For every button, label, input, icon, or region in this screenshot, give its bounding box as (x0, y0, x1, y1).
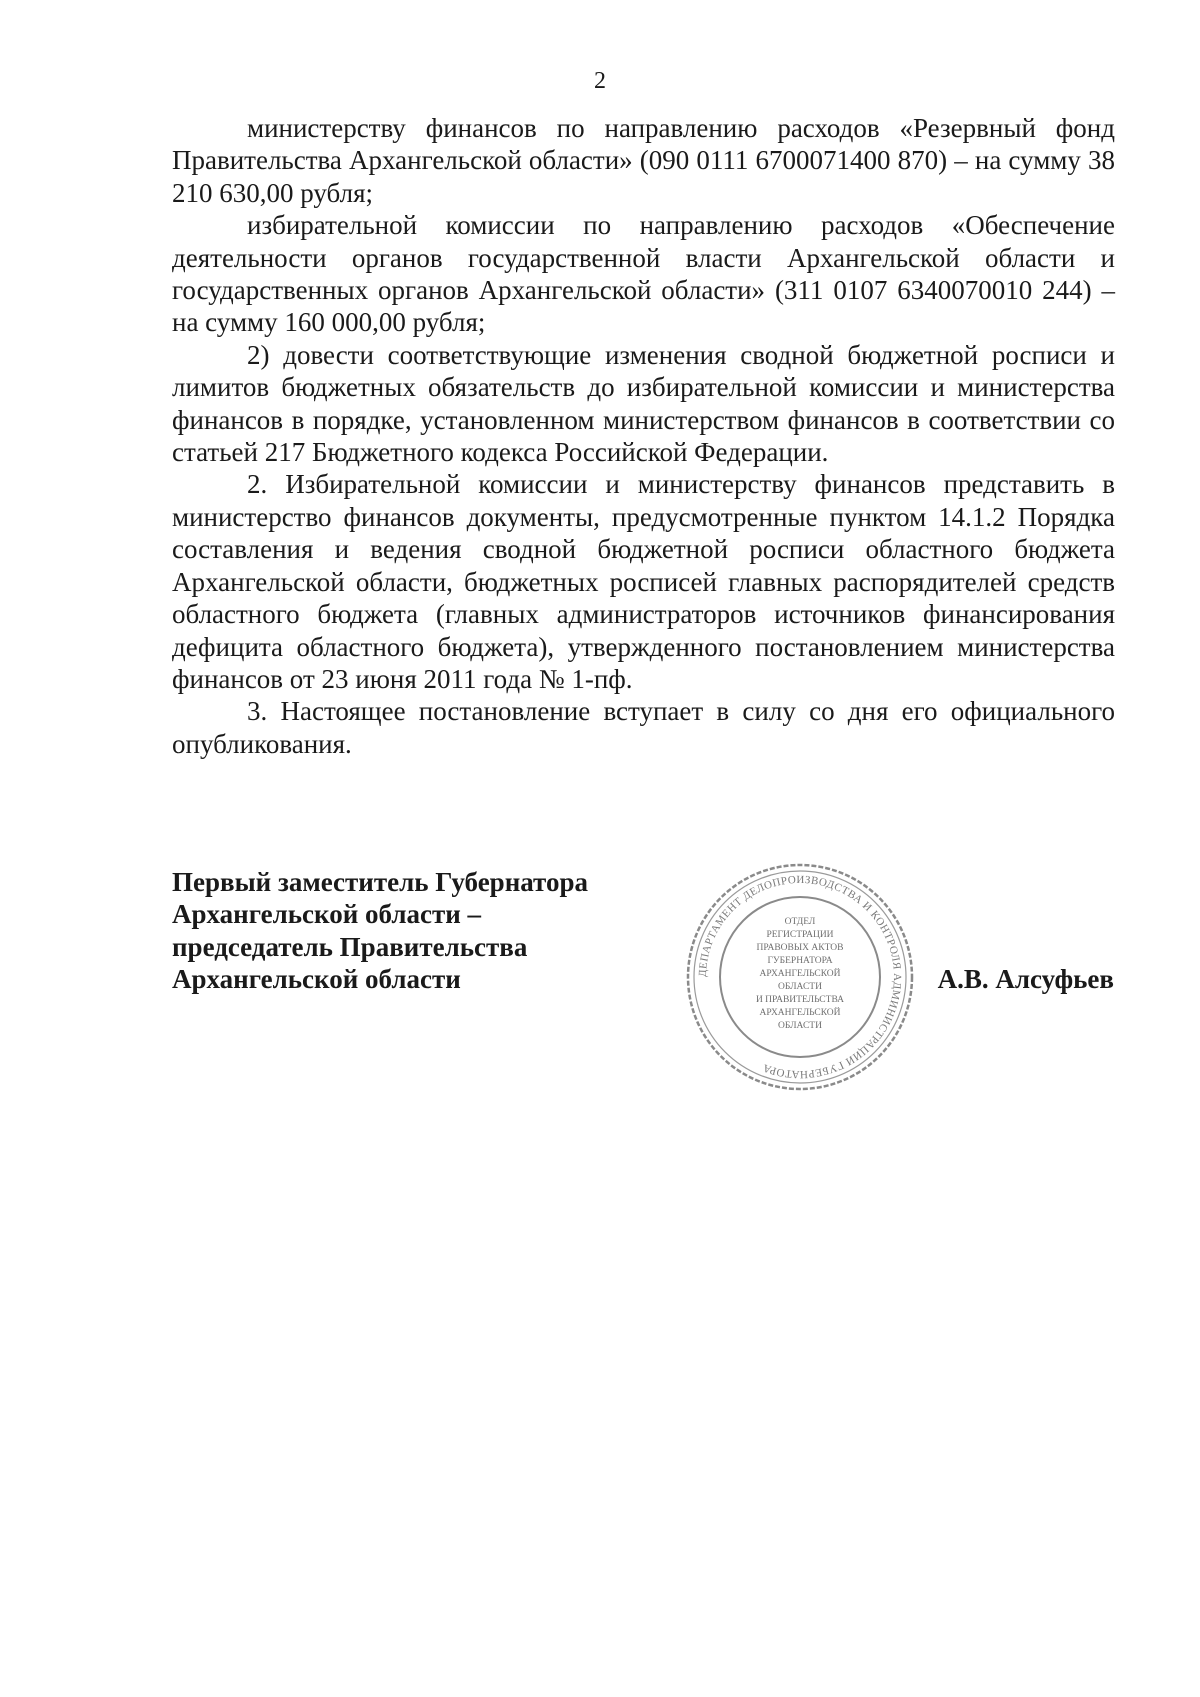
signatory-title-line: Первый заместитель Губернатора (172, 867, 588, 897)
stamp-center-line: И ПРАВИТЕЛЬСТВА (755, 995, 845, 1005)
signatory-title-line: Архангельской области (172, 964, 461, 995)
stamp-center-line: ОБЛАСТИ (778, 1021, 822, 1031)
paragraph-point-2: 2. Избирательной комиссии и министерству финансов представить в министерство финансов документы, предусмотренные пунктом 14.1.2 Порядка составления и ведения сводной бюджетной росписи областного бюджета Архангельской области, бюджетных росписей главных распорядителей средств областного бюджета (главных администраторов источников финансирования дефицита областного бюджета), утвержденного постановлением министерства финансов от 23 июня 2011 года № 1-пф. (172, 469, 1115, 694)
signatory-name: А.В. Алсуфьев (937, 964, 1114, 994)
paragraph-election-commission: избирательной комиссии по направлению расходов «Обеспечение деятельности органов государственной власти Архангельской области и государственных органов Архангельской области» (311 0107 6340070010 244) – на сумму 160 000,00 рубля; (172, 210, 1115, 338)
page-number: 2 (594, 68, 606, 94)
stamp-center-line: ОБЛАСТИ (778, 982, 822, 992)
stamp-center-line: ОТДЕЛ (784, 917, 816, 927)
paragraph-reserve-fund: министерству финансов по направлению расходов «Резервный фонд Правительства Архангельской области» (090 0111 6700071400 870) – на сумму 38 210 630,00 рубля; (172, 113, 1115, 208)
stamp-center-line: ПРАВОВЫХ АКТОВ (756, 943, 844, 953)
paragraph-point-3: 3. Настоящее постановление вступает в силу со дня его официального опубликования. (172, 696, 1115, 759)
signatory-title-line: Архангельской области – (172, 899, 482, 930)
official-stamp (685, 862, 915, 1092)
document-body (172, 112, 1115, 760)
stamp-center-line: АРХАНГЕЛЬСКОЙ (759, 969, 841, 979)
signatory-title-line: председатель Правительства (172, 931, 528, 962)
paragraph-item-2: 2) довести соответствующие изменения сводной бюджетной росписи и лимитов бюджетных обязательств до избирательной комиссии и министерства финансов в порядке, установленном министерством финансов в соответствии со статьей 217 Бюджетного кодекса Российской Федерации. (172, 339, 1115, 468)
signatory-title (172, 866, 672, 996)
stamp-center-line: РЕГИСТРАЦИИ (766, 930, 834, 940)
stamp-ring-text: ДЕПАРТАМЕНТ ДЕЛОПРОИЗВОДСТВА И КОНТРОЛЯ АДМИНИСТРАЦИИ ГУБЕРНАТОРА (696, 873, 904, 1081)
stamp-center-line: АРХАНГЕЛЬСКОЙ (759, 1008, 841, 1018)
stamp-center-line: ГУБЕРНАТОРА (767, 956, 833, 966)
